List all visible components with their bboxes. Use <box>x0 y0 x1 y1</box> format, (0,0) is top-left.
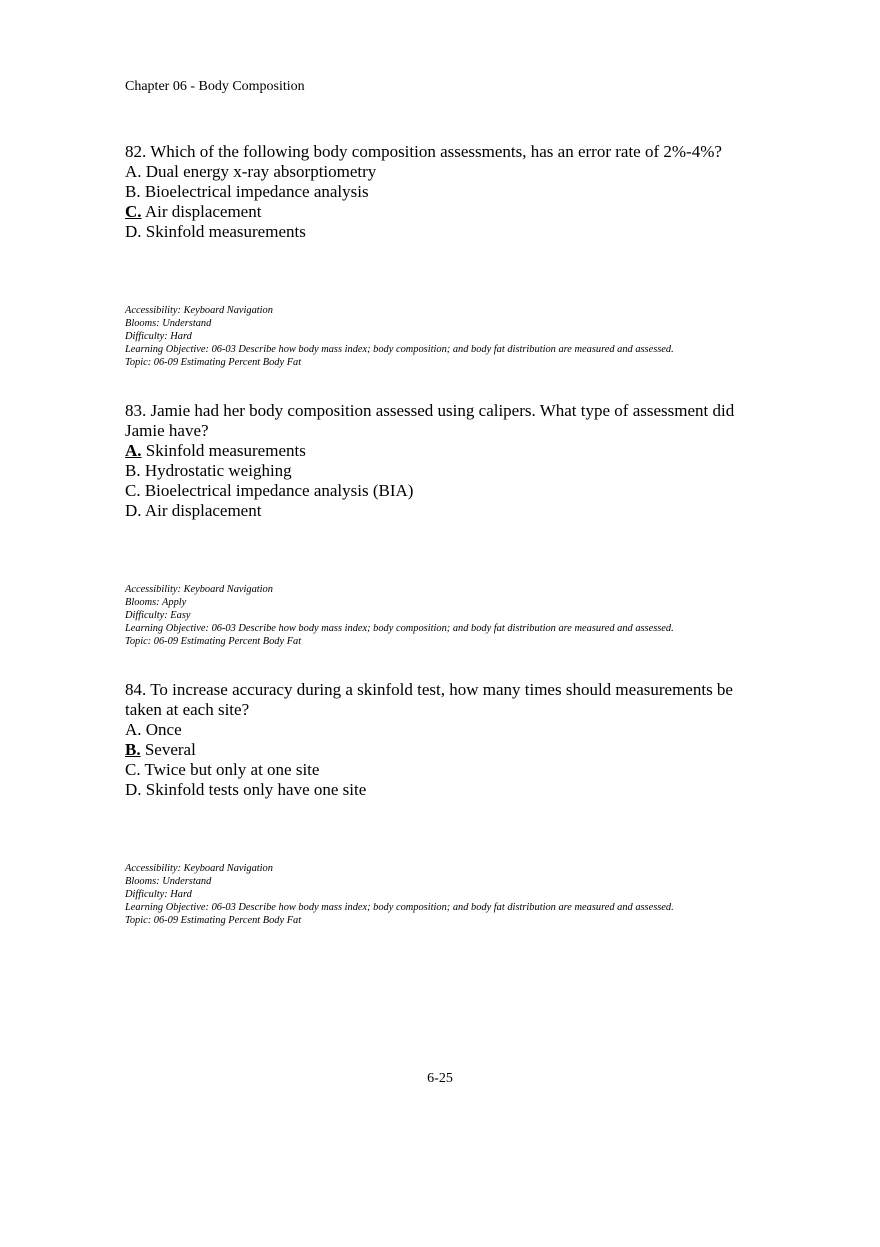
option-b-correct <box>125 740 755 760</box>
option-c-correct <box>125 202 755 222</box>
meta-learning-objective: Learning Objective: 06-03 Describe how body mass index; body composition; and body fat distribution are measured and assessed. <box>125 902 674 913</box>
option-text: Several <box>144 740 196 759</box>
option-text: Hydrostatic weighing <box>144 461 292 480</box>
meta-topic: Topic: 06-09 Estimating Percent Body Fat <box>125 357 302 368</box>
question-metadata <box>125 583 755 648</box>
option-d <box>125 222 755 242</box>
option-letter-correct: B. <box>125 740 141 759</box>
meta-blooms: Blooms: Understand <box>125 876 212 887</box>
question-metadata <box>125 862 755 927</box>
option-letter: B. <box>125 182 141 201</box>
meta-difficulty: Difficulty: Easy <box>125 610 191 621</box>
option-b <box>125 461 755 481</box>
option-text: Twice but only at one site <box>144 760 320 779</box>
meta-blooms: Blooms: Understand <box>125 318 212 329</box>
option-text: Bioelectrical impedance analysis (BIA) <box>144 481 414 500</box>
page-number: 6-25 <box>427 1071 453 1086</box>
option-a-correct <box>125 441 755 461</box>
option-letter: D. <box>125 501 142 520</box>
question-metadata <box>125 304 755 369</box>
option-text: Skinfold tests only have one site <box>145 780 367 799</box>
meta-topic: Topic: 06-09 Estimating Percent Body Fat <box>125 915 302 926</box>
option-text: Skinfold measurements <box>145 222 306 241</box>
option-letter: D. <box>125 780 142 799</box>
option-letter: C. <box>125 760 141 779</box>
option-c <box>125 481 755 501</box>
option-text: Skinfold measurements <box>145 441 306 460</box>
option-text: Once <box>145 720 182 739</box>
question-stem: 83. Jamie had her body composition assessed using calipers. What type of assessment did Jamie have? <box>125 401 735 440</box>
option-text: Air displacement <box>144 202 262 221</box>
question-83 <box>125 401 755 648</box>
meta-blooms: Blooms: Apply <box>125 597 187 608</box>
meta-learning-objective: Learning Objective: 06-03 Describe how body mass index; body composition; and body fat distribution are measured and assessed. <box>125 623 674 634</box>
option-c <box>125 760 755 780</box>
option-a <box>125 162 755 182</box>
question-84 <box>125 680 755 927</box>
page-header: Chapter 06 - Body Composition <box>125 79 305 94</box>
question-stem: 82. Which of the following body composition assessments, has an error rate of 2%-4%? <box>125 142 722 161</box>
option-text: Bioelectrical impedance analysis <box>144 182 369 201</box>
meta-accessibility: Accessibility: Keyboard Navigation <box>125 305 273 316</box>
meta-learning-objective: Learning Objective: 06-03 Describe how body mass index; body composition; and body fat distribution are measured and assessed. <box>125 344 674 355</box>
meta-topic: Topic: 06-09 Estimating Percent Body Fat <box>125 636 302 647</box>
option-text: Dual energy x-ray absorptiometry <box>145 162 377 181</box>
option-d <box>125 780 755 800</box>
option-a <box>125 720 755 740</box>
meta-difficulty: Difficulty: Hard <box>125 331 192 342</box>
option-letter: B. <box>125 461 141 480</box>
option-letter: A. <box>125 720 142 739</box>
option-d <box>125 501 755 521</box>
question-82 <box>125 142 755 369</box>
option-letter-correct: C. <box>125 202 142 221</box>
option-letter: D. <box>125 222 142 241</box>
question-stem: 84. To increase accuracy during a skinfold test, how many times should measurements be taken at each site? <box>125 680 733 719</box>
option-b <box>125 182 755 202</box>
meta-accessibility: Accessibility: Keyboard Navigation <box>125 584 273 595</box>
option-letter: A. <box>125 162 142 181</box>
meta-accessibility: Accessibility: Keyboard Navigation <box>125 863 273 874</box>
option-letter: C. <box>125 481 141 500</box>
option-letter-correct: A. <box>125 441 142 460</box>
option-text: Air displacement <box>144 501 262 520</box>
meta-difficulty: Difficulty: Hard <box>125 889 192 900</box>
